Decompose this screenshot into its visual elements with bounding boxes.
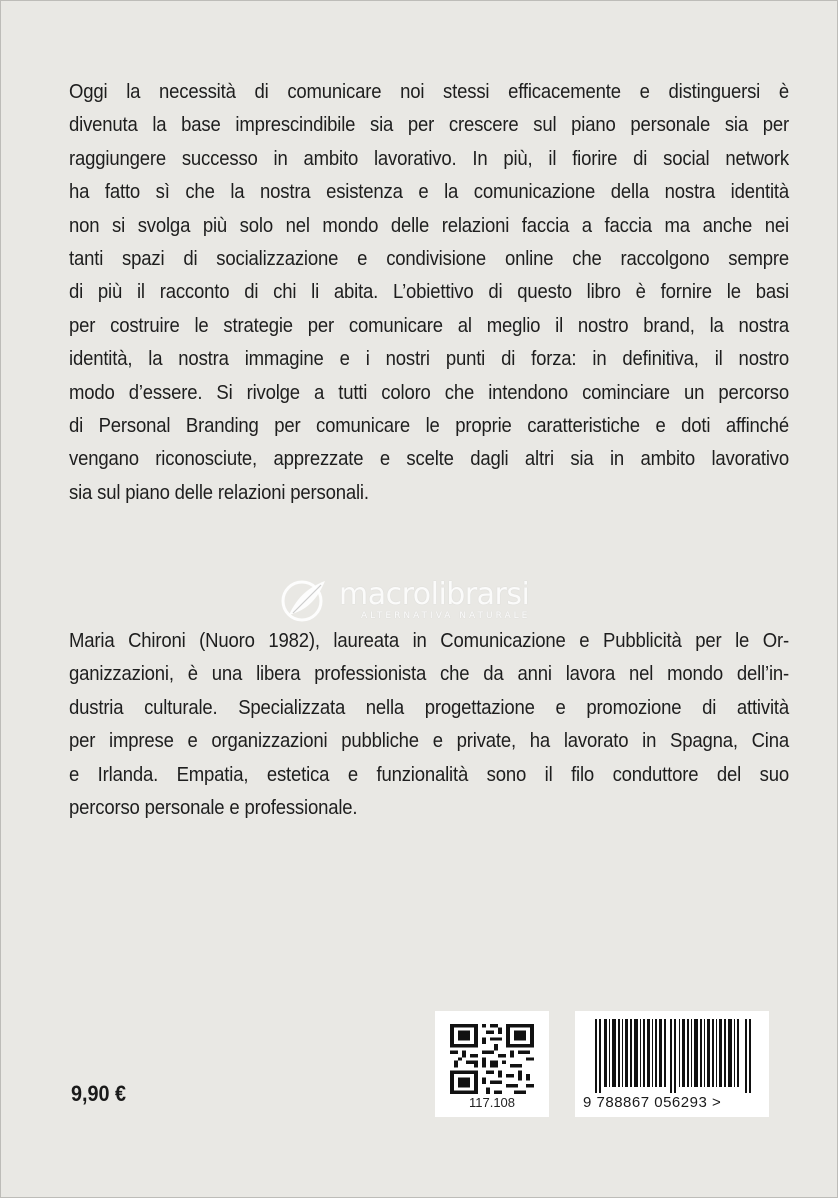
author-bio-line: per imprese e organizzazioni pubbliche e private, ha lavorato in Spagna, Cina	[69, 729, 789, 753]
blurb-line: sia sul piano delle relazioni personali.	[69, 480, 369, 504]
isbn-barcode-panel	[575, 1011, 769, 1117]
blurb-line: di più il racconto di chi li abita. L’obiettivo di questo libro è fornire le basi	[69, 280, 789, 304]
blurb-line: per costruire le strategie per comunicare al meglio il nostro brand, la nostra	[69, 313, 789, 337]
author-bio-line: percorso personale e professionale.	[69, 796, 358, 820]
blurb-line: modo d’essere. Si rivolge a tutti coloro che intendono cominciare un percorso	[69, 380, 789, 404]
isbn-digits: 9 788867 056293 >	[583, 1094, 722, 1111]
blurb-line: identità, la nostra immagine e i nostri punti di forza: in definitiva, il nostro	[69, 347, 789, 371]
blurb-line: divenuta la base imprescindibile sia per crescere sul piano personale sia per	[69, 113, 789, 137]
qr-code-number: 117.108	[468, 1095, 516, 1110]
barcode-icon	[595, 1019, 755, 1093]
author-bio-line: ganizzazioni, è una libera professionista che da anni lavora nel mondo dell’in-	[69, 662, 789, 686]
blurb-line: ha fatto sì che la nostra esistenza e la comunicazione della nostra identità	[69, 180, 789, 204]
blurb-line: tanti spazi di socializzazione e condivisione online che raccolgono sempre	[69, 247, 789, 271]
qr-code-icon	[450, 1024, 534, 1094]
blurb-line: non si svolga più solo nel mondo delle relazioni faccia a faccia ma anche nei	[69, 213, 789, 237]
author-bio	[69, 624, 789, 824]
author-bio-line: Maria Chironi (Nuoro 1982), laureata in Comunicazione e Pubblicità per le Or-	[69, 629, 789, 652]
blurb-line: Oggi la necessità di comunicare noi stessi efficacemente e distinguersi è	[69, 80, 789, 103]
leaf-logo-icon	[279, 577, 329, 623]
price-label: 9,90 €	[71, 1081, 127, 1106]
book-blurb	[69, 75, 789, 509]
author-bio-line: e Irlanda. Empatia, estetica e funzionalità sono il filo conduttore del suo	[69, 762, 789, 786]
macrolibrarsi-watermark	[279, 575, 579, 625]
author-bio-line: dustria culturale. Specializzata nella progettazione e promozione di attività	[69, 695, 789, 719]
blurb-line: raggiungere successo in ambito lavorativo. In più, il fiorire di social network	[69, 146, 789, 170]
watermark-tagline: ALTERNATIVA NATURALE	[361, 611, 531, 621]
qr-code-panel	[435, 1011, 549, 1117]
blurb-line: di Personal Branding per comunicare le proprie caratteristiche e doti affinché	[69, 414, 789, 438]
blurb-line: vengano riconosciute, apprezzate e scelte dagli altri sia in ambito lavorativo	[69, 447, 789, 471]
watermark-brand-name: macrolibrarsi	[339, 577, 530, 612]
